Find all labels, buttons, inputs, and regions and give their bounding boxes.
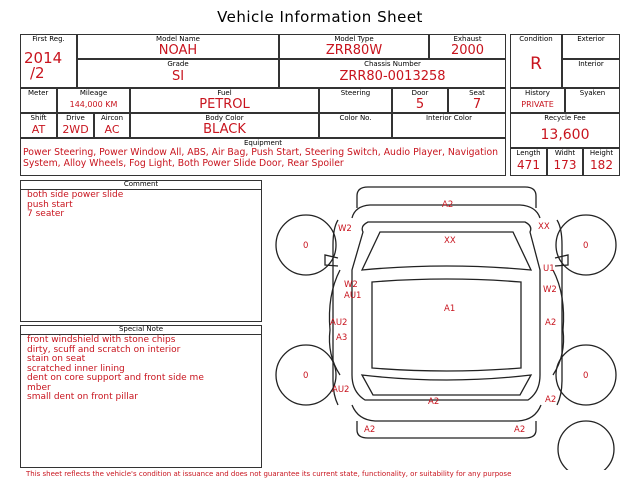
seat-label: Seat <box>469 89 485 97</box>
history-value: PRIVATE <box>521 100 554 109</box>
comment-line: 7 seater <box>27 209 65 219</box>
mark-wheel-rear-right: 0 <box>583 371 589 381</box>
model-name-value: NOAH <box>158 43 198 58</box>
special-note-line: stain on seat <box>27 354 86 364</box>
comment-line: both side power slide <box>27 190 124 200</box>
special-note-line: front windshield with stone chips <box>27 335 176 345</box>
footer-disclaimer: This sheet reflects the vehicle's condition at issuance and does not guarantee its current state, functionality, or suitability for any purpose <box>26 470 512 478</box>
mark-rear-bottom-left: A2 <box>364 425 376 435</box>
special-note-label: Special Note <box>118 325 164 333</box>
seat-value: 7 <box>472 97 482 112</box>
body-color-label: Body Color <box>205 114 244 122</box>
length-value: 471 <box>517 158 540 172</box>
special-note-line: small dent on front pillar <box>27 392 138 402</box>
height-value: 182 <box>590 158 613 172</box>
length-label: Length <box>516 149 541 157</box>
fuel-label: Fuel <box>217 89 232 97</box>
mileage-label: Mileage <box>79 89 108 97</box>
mark-right-w2: W2 <box>543 285 557 295</box>
interior-color-label: Interior Color <box>425 114 473 122</box>
mark-rear-a2: A2 <box>428 397 440 407</box>
special-note-text <box>27 336 204 403</box>
mark-wheel-front-left: 0 <box>303 241 309 251</box>
mark-right-u1: U1 <box>543 264 555 274</box>
mark-left-a3: A3 <box>336 333 348 343</box>
recycle-fee-value: 13,600 <box>540 127 590 143</box>
color-no-label: Color No. <box>339 114 372 122</box>
first-reg-year: 2014 <box>24 49 63 67</box>
door-label: Door <box>411 89 429 97</box>
comment-label: Comment <box>123 180 159 188</box>
rear-bumper-outline <box>352 405 541 421</box>
mark-rear-bottom-right: A2 <box>514 425 526 435</box>
syaken-label: Syaken <box>579 89 606 97</box>
roof-panel <box>372 279 521 371</box>
shift-value: AT <box>31 123 46 136</box>
mark-windshield-left: W2 <box>338 224 352 234</box>
chassis-label: Chassis Number <box>364 60 421 68</box>
special-note-line: dent on core support and front side me <box>27 373 204 383</box>
mark-front-top: A2 <box>442 200 454 210</box>
mark-left-au1: AU1 <box>344 291 362 301</box>
model-type-label: Model Type <box>334 35 374 43</box>
grade-label: Grade <box>167 60 189 68</box>
mileage-value: 144,000 KM <box>69 100 118 109</box>
mark-wheel-front-right: 0 <box>583 241 589 251</box>
page-title: Vehicle Information Sheet <box>217 8 423 26</box>
aircon-label: Aircon <box>100 114 124 122</box>
height-label: Height <box>589 149 614 157</box>
width-label: Widht <box>554 149 576 157</box>
exhaust-value: 2000 <box>450 43 485 58</box>
exterior-label: Exterior <box>577 35 605 43</box>
body-color-value: BLACK <box>203 122 246 137</box>
first-reg-label: First Reg. <box>32 35 65 43</box>
body-right-side <box>557 220 562 405</box>
special-note-line: mber <box>27 382 51 393</box>
spare-wheel-icon <box>558 421 614 470</box>
mark-wheel-rear-left: 0 <box>303 371 309 381</box>
width-value: 173 <box>553 158 577 172</box>
model-type-value: ZRR80W <box>325 43 383 58</box>
mark-roof: XX <box>444 236 456 246</box>
fuel-value: PETROL <box>199 97 250 112</box>
recycle-fee-label: Recycle Fee <box>544 114 586 122</box>
exhaust-label: Exhaust <box>453 35 482 43</box>
comment-line: push start <box>27 199 73 210</box>
mark-left-au2: AU2 <box>330 318 348 328</box>
equipment-label: Equipment <box>244 139 282 147</box>
special-note-line: dirty, scuff and scratch on interior <box>27 344 181 355</box>
car-damage-diagram <box>268 180 620 470</box>
mark-left-w2: W2 <box>344 280 358 290</box>
first-reg-month: /2 <box>30 64 45 82</box>
comment-text <box>27 191 123 220</box>
mark-center-a1: A1 <box>444 304 456 314</box>
mark-left-rear-au2: AU2 <box>332 385 350 395</box>
history-label: History <box>525 89 550 97</box>
grade-value: SI <box>171 69 185 84</box>
drive-label: Drive <box>66 114 85 122</box>
door-value: 5 <box>415 97 425 112</box>
aircon-value: AC <box>104 123 120 136</box>
mark-windshield-right-corner: XX <box>538 222 550 232</box>
meter-label: Meter <box>28 89 49 97</box>
model-name-label: Model Name <box>156 35 200 43</box>
interior-label: Interior <box>578 60 604 68</box>
rear-window-outline <box>362 375 531 395</box>
rear-tail-outline <box>357 421 536 438</box>
drive-value: 2WD <box>62 123 89 136</box>
steering-label: Steering <box>340 89 371 97</box>
equipment-value: Power Steering, Power Window All, ABS, Air Bag, Push Start, Steering Switch, Audio Player, Navigation System, Alloy Wheels, Fog Light, Both Power Slide Door, Rear Spoiler <box>23 147 499 169</box>
mark-rear-right-a2: A2 <box>545 395 557 405</box>
shift-label: Shift <box>30 114 47 122</box>
condition-value: R <box>530 54 542 74</box>
mark-right-a2: A2 <box>545 318 557 328</box>
chassis-value: ZRR80-0013258 <box>339 69 446 84</box>
condition-label: Condition <box>519 35 553 43</box>
special-note-line: scratched inner lining <box>27 363 125 374</box>
